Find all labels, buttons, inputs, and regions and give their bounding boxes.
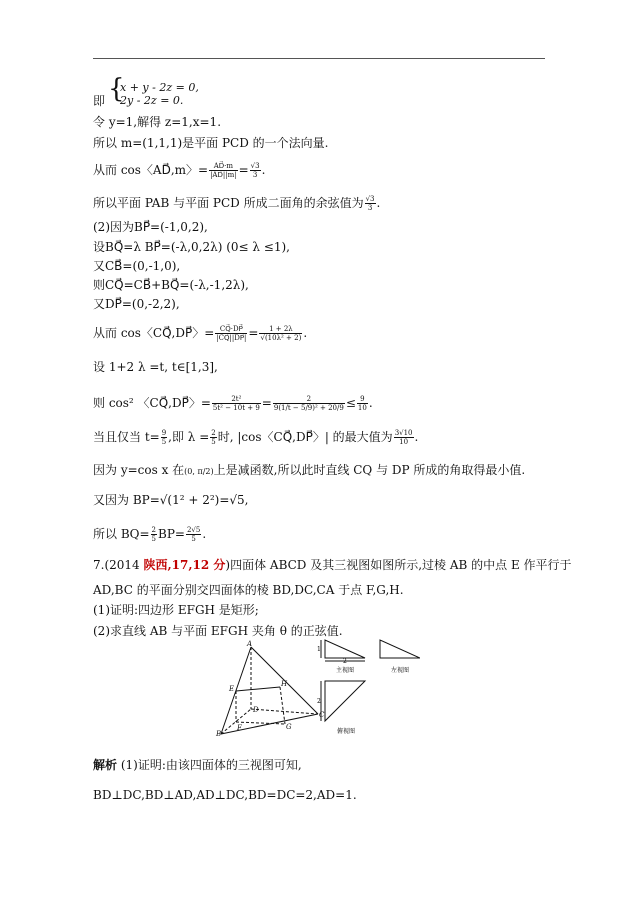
system-eq-1: x + y - 2z = 0, (120, 81, 199, 94)
text-let: 令 y=1,解得 z=1,x=1. (93, 115, 222, 129)
top-dim-2: 2 (317, 698, 321, 705)
text-cos-squared: 则 cos² 〈CQ⃗,DP⃗〉= $\frac{\text{2t²}}{\text{5t² − 10t + 9}}$ = $\frac{2}{\text{9(1/t − 5/9)² + 20/9}}$ ≤ $\frac{9}{10}$ . (93, 395, 373, 412)
cos-fraction: $\frac{AD⃗\cdot m}{|AD⃗||m|}$ (210, 162, 237, 179)
solution-label: 解析 (93, 758, 118, 772)
question-7-line-2: AD,BC 的平面分别交四面体的棱 BD,DC,CA 于点 F,G,H. (93, 583, 404, 597)
lambda-value: $\frac{2}{5}$ (211, 429, 216, 446)
label-e: E (229, 685, 235, 693)
label-b: B (216, 730, 222, 736)
text-bq: 设BQ⃗=λ BP⃗=(-λ,0,2λ) (0≤ λ ≤1), (93, 240, 290, 254)
label-c: C (319, 711, 325, 719)
solution-conditions: BD⊥DC,BD⊥AD,AD⊥DC,BD=DC=2,AD=1. (93, 788, 357, 802)
question-7-line-1: 7.(2014 陕西,17,12 分)四面体 ABCD 及其三视图如图所示,过棱 AB 的中点 E 作平行于 (93, 558, 572, 572)
system-eq-2: 2y - 2z = 0. (120, 94, 184, 107)
question-7-part-1: (1)证明:四边形 EFGH 是矩形; (93, 603, 259, 617)
tetrahedron-drawing (221, 647, 318, 734)
text-bq-length: 所以 BQ= $\frac{2}{5}$ BP= $\frac{2√5}{5}$ . (93, 526, 207, 543)
max-value: $\frac{3√10}{10}$ (394, 429, 413, 446)
text-dp: 又DP⃗=(0,-2,2), (93, 297, 180, 311)
edge-dc (251, 709, 318, 714)
label-d: D (253, 706, 259, 714)
text-equality-case: 当且仅当 t= $\frac{9}{5}$ ,即 λ = $\frac{2}{5}$ 时, |cos〈CQ⃗,DP⃗〉| 的最大值为 $\frac{3√10}{10}$ . (93, 429, 419, 446)
label-f: F (237, 724, 242, 732)
question-7-part-2: (2)求直线 AB 与平面 EFGH 夹角 θ 的正弦值. (93, 624, 343, 638)
front-view-label: 主视图 (336, 667, 355, 674)
label-h: H (281, 680, 288, 688)
cos2-value: $\frac{1 + 2\lambda}{\text{√(10λ² + 2)}}$ (260, 325, 302, 342)
text-cq: 则CQ⃗=CB⃗+BQ⃗=(-λ,-1,2λ), (93, 278, 249, 292)
system-prefix: 即 (93, 94, 106, 108)
top-view-label: 俯视图 (337, 728, 356, 735)
text-bp-length: 又因为 BP=√(1² + 2²)=√5, (93, 493, 249, 507)
label-g: G (286, 723, 292, 731)
front-dim-2: 2 (343, 658, 347, 665)
text-cos-cq-dp: 从而 cos〈CQ⃗,DP⃗〉= $\frac{CQ⃗\cdot DP⃗}{|CQ⃗||DP⃗|}$ = $\frac{1 + 2\lambda}{\text{√(10λ² + 2)}}$ . (93, 325, 308, 342)
sq-frac-1: $\frac{\text{2t²}}{\text{5t² − 10t + 9}}$ (212, 395, 260, 412)
solution-line: 解析 (1)证明:由该四面体的三视图可知, (93, 758, 302, 772)
cos-prefix: 从而 cos〈AD⃗,m〉= (93, 163, 209, 177)
top-view (321, 681, 365, 721)
system-brace: { (108, 74, 125, 104)
bq-ratio: $\frac{2}{5}$ (151, 526, 156, 543)
cos-value: $\frac{√3}{3}$ (250, 162, 260, 179)
text-decreasing: 因为 y=cos x 在(0, π/2)上是减函数,所以此时直线 CQ 与 DP 所成的角取得最小值. (93, 463, 526, 477)
text-cos-ad-m: 从而 cos〈AD⃗,m〉= $\frac{AD⃗\cdot m}{|AD⃗||m|}$ = $\frac{√3}{3}$ . (93, 162, 266, 179)
pab-value: $\frac{√3}{3}$ (365, 195, 375, 212)
left-view-label: 左视图 (391, 667, 410, 674)
edge-hg (280, 687, 285, 724)
text-substitution: 设 1+2 λ =t, t∈[1,3], (93, 360, 218, 374)
text-normal-vector: 所以 m=(1,1,1)是平面 PCD 的一个法向量. (93, 136, 329, 150)
text-pab-cosine: 所以平面 PAB 与平面 PCD 所成二面角的余弦值为 $\frac{√3}{3}$ . (93, 195, 381, 212)
top-rule (93, 58, 545, 59)
sq-frac-2: $\frac{2}{\text{9(1/t − 5/9)² + 20/9}}$ (273, 395, 344, 412)
question-source: 陕西,17,12 分 (143, 558, 226, 572)
t-value: $\frac{9}{5}$ (161, 429, 167, 446)
tetrahedron-figure (215, 636, 420, 736)
front-dim-1: 1 (317, 646, 321, 653)
bq-value: $\frac{2√5}{5}$ (186, 526, 201, 543)
text-bp: (2)因为BP⃗=(-1,0,2), (93, 220, 208, 234)
left-view (380, 640, 420, 658)
cos2-fraction: $\frac{CQ⃗\cdot DP⃗}{|CQ⃗||DP⃗|}$ (216, 325, 247, 342)
edge-eh (236, 687, 280, 691)
sq-frac-3: $\frac{9}{10}$ (357, 395, 367, 412)
label-a: A (247, 640, 253, 648)
text-cb: 又CB⃗=(0,-1,0), (93, 259, 181, 273)
